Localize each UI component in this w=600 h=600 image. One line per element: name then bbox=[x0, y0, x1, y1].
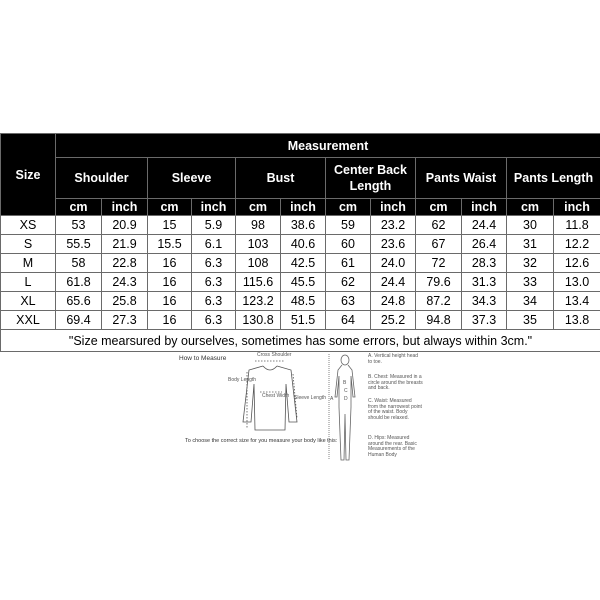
value-cell: 64 bbox=[326, 311, 371, 330]
measurement-header: Measurement bbox=[56, 134, 600, 158]
value-cell: 6.3 bbox=[192, 254, 236, 273]
size-table bbox=[0, 133, 600, 352]
value-cell: 33 bbox=[507, 273, 554, 292]
category-header bbox=[236, 158, 326, 199]
header-row-measurement bbox=[1, 134, 600, 158]
category-label: Length bbox=[349, 179, 392, 193]
unit-inch-header: inch bbox=[102, 199, 148, 216]
value-cell: 25.2 bbox=[371, 311, 416, 330]
unit-inch-header: inch bbox=[192, 199, 236, 216]
measure-guide bbox=[0, 350, 600, 470]
value-cell: 15.5 bbox=[148, 235, 192, 254]
note-c: C. Waist: Measured from the narrowest point of the waist. Body should be relaxed. bbox=[368, 398, 422, 421]
value-cell: 67 bbox=[416, 235, 462, 254]
category-header bbox=[507, 158, 600, 199]
category-header bbox=[56, 158, 148, 199]
category-header bbox=[148, 158, 236, 199]
value-cell: 123.2 bbox=[236, 292, 281, 311]
category-label: Bust bbox=[266, 171, 295, 185]
value-cell: 6.3 bbox=[192, 292, 236, 311]
value-cell: 87.2 bbox=[416, 292, 462, 311]
value-cell: 65.6 bbox=[56, 292, 102, 311]
value-cell: 45.5 bbox=[281, 273, 326, 292]
value-cell: 27.3 bbox=[102, 311, 148, 330]
size-cell: XL bbox=[1, 292, 56, 311]
value-cell: 55.5 bbox=[56, 235, 102, 254]
value-cell: 24.8 bbox=[371, 292, 416, 311]
value-cell: 23.6 bbox=[371, 235, 416, 254]
size-cell: XS bbox=[1, 216, 56, 235]
value-cell: 6.3 bbox=[192, 311, 236, 330]
value-cell: 63 bbox=[326, 292, 371, 311]
value-cell: 11.8 bbox=[554, 216, 600, 235]
value-cell: 40.6 bbox=[281, 235, 326, 254]
value-cell: 51.5 bbox=[281, 311, 326, 330]
value-cell: 60 bbox=[326, 235, 371, 254]
table-row bbox=[1, 235, 600, 254]
category-header bbox=[416, 158, 507, 199]
category-header bbox=[326, 158, 416, 199]
value-cell: 58 bbox=[56, 254, 102, 273]
value-cell: 34.3 bbox=[462, 292, 507, 311]
body-length-label: Body Length bbox=[228, 377, 257, 383]
unit-cm-header: cm bbox=[148, 199, 192, 216]
value-cell: 31.3 bbox=[462, 273, 507, 292]
note-a: A. Vertical height head to toe. bbox=[368, 353, 419, 365]
value-cell: 48.5 bbox=[281, 292, 326, 311]
value-cell: 32 bbox=[507, 254, 554, 273]
value-cell: 16 bbox=[148, 292, 192, 311]
table-row bbox=[1, 292, 600, 311]
size-chart bbox=[0, 133, 600, 352]
body-figure-icon bbox=[325, 352, 365, 467]
category-label: Center Back bbox=[334, 163, 407, 177]
value-cell: 62 bbox=[416, 216, 462, 235]
header-row-categories bbox=[1, 158, 600, 199]
letter-d: D bbox=[344, 396, 348, 402]
value-cell: 25.8 bbox=[102, 292, 148, 311]
size-note: "Size mearsured by ourselves, sometimes has some errors, but always within 3cm." bbox=[1, 330, 600, 352]
sleeve-length-label: Sleeve Length bbox=[294, 395, 326, 401]
unit-cm-header: cm bbox=[507, 199, 554, 216]
cross-shoulder-label: Cross Shoulder bbox=[257, 352, 292, 358]
value-cell: 38.6 bbox=[281, 216, 326, 235]
value-cell: 69.4 bbox=[56, 311, 102, 330]
value-cell: 16 bbox=[148, 311, 192, 330]
value-cell: 16 bbox=[148, 254, 192, 273]
value-cell: 53 bbox=[56, 216, 102, 235]
note-row bbox=[1, 330, 600, 352]
note-b: B. Chest: Measured in a circle around the breasts and back. bbox=[368, 374, 423, 391]
value-cell: 94.8 bbox=[416, 311, 462, 330]
value-cell: 61.8 bbox=[56, 273, 102, 292]
value-cell: 24.4 bbox=[371, 273, 416, 292]
category-label: Pants Waist bbox=[425, 171, 497, 185]
value-cell: 6.3 bbox=[192, 273, 236, 292]
size-header: Size bbox=[1, 134, 56, 216]
value-cell: 12.6 bbox=[554, 254, 600, 273]
value-cell: 30 bbox=[507, 216, 554, 235]
table-row bbox=[1, 216, 600, 235]
letter-c: C bbox=[344, 388, 348, 394]
value-cell: 13.0 bbox=[554, 273, 600, 292]
header-row-units bbox=[1, 199, 600, 216]
category-label: Pants Length bbox=[513, 171, 594, 185]
size-cell: M bbox=[1, 254, 56, 273]
table-row bbox=[1, 254, 600, 273]
value-cell: 35 bbox=[507, 311, 554, 330]
value-cell: 59 bbox=[326, 216, 371, 235]
value-cell: 15 bbox=[148, 216, 192, 235]
value-cell: 103 bbox=[236, 235, 281, 254]
letter-a: A bbox=[330, 396, 334, 402]
value-cell: 42.5 bbox=[281, 254, 326, 273]
unit-cm-header: cm bbox=[236, 199, 281, 216]
unit-inch-header: inch bbox=[371, 199, 416, 216]
value-cell: 21.9 bbox=[102, 235, 148, 254]
value-cell: 24.0 bbox=[371, 254, 416, 273]
value-cell: 79.6 bbox=[416, 273, 462, 292]
category-label: Sleeve bbox=[171, 171, 212, 185]
unit-cm-header: cm bbox=[56, 199, 102, 216]
value-cell: 130.8 bbox=[236, 311, 281, 330]
value-cell: 98 bbox=[236, 216, 281, 235]
value-cell: 37.3 bbox=[462, 311, 507, 330]
value-cell: 108 bbox=[236, 254, 281, 273]
unit-inch-header: inch bbox=[281, 199, 326, 216]
letter-b: B bbox=[343, 380, 347, 386]
category-label: Shoulder bbox=[74, 171, 129, 185]
unit-cm-header: cm bbox=[416, 199, 462, 216]
table-row bbox=[1, 273, 600, 292]
value-cell: 61 bbox=[326, 254, 371, 273]
size-cell: S bbox=[1, 235, 56, 254]
unit-inch-header: inch bbox=[554, 199, 600, 216]
how-to-measure-title: How to Measure bbox=[179, 355, 227, 362]
value-cell: 5.9 bbox=[192, 216, 236, 235]
value-cell: 13.8 bbox=[554, 311, 600, 330]
value-cell: 13.4 bbox=[554, 292, 600, 311]
unit-cm-header: cm bbox=[326, 199, 371, 216]
value-cell: 34 bbox=[507, 292, 554, 311]
value-cell: 20.9 bbox=[102, 216, 148, 235]
size-cell: L bbox=[1, 273, 56, 292]
size-cell: XXL bbox=[1, 311, 56, 330]
measure-instruction: To choose the correct size for you measure your body like this: bbox=[185, 438, 338, 444]
note-d: D. Hips: Measured around the rear. Basic Measurements of the Human Body bbox=[368, 435, 417, 458]
value-cell: 16 bbox=[148, 273, 192, 292]
value-cell: 26.4 bbox=[462, 235, 507, 254]
value-cell: 115.6 bbox=[236, 273, 281, 292]
chest-width-label: Chest Width bbox=[262, 393, 290, 399]
value-cell: 62 bbox=[326, 273, 371, 292]
value-cell: 28.3 bbox=[462, 254, 507, 273]
unit-inch-header: inch bbox=[462, 199, 507, 216]
value-cell: 31 bbox=[507, 235, 554, 254]
value-cell: 24.3 bbox=[102, 273, 148, 292]
value-cell: 23.2 bbox=[371, 216, 416, 235]
table-row bbox=[1, 311, 600, 330]
value-cell: 22.8 bbox=[102, 254, 148, 273]
value-cell: 6.1 bbox=[192, 235, 236, 254]
value-cell: 24.4 bbox=[462, 216, 507, 235]
value-cell: 12.2 bbox=[554, 235, 600, 254]
value-cell: 72 bbox=[416, 254, 462, 273]
